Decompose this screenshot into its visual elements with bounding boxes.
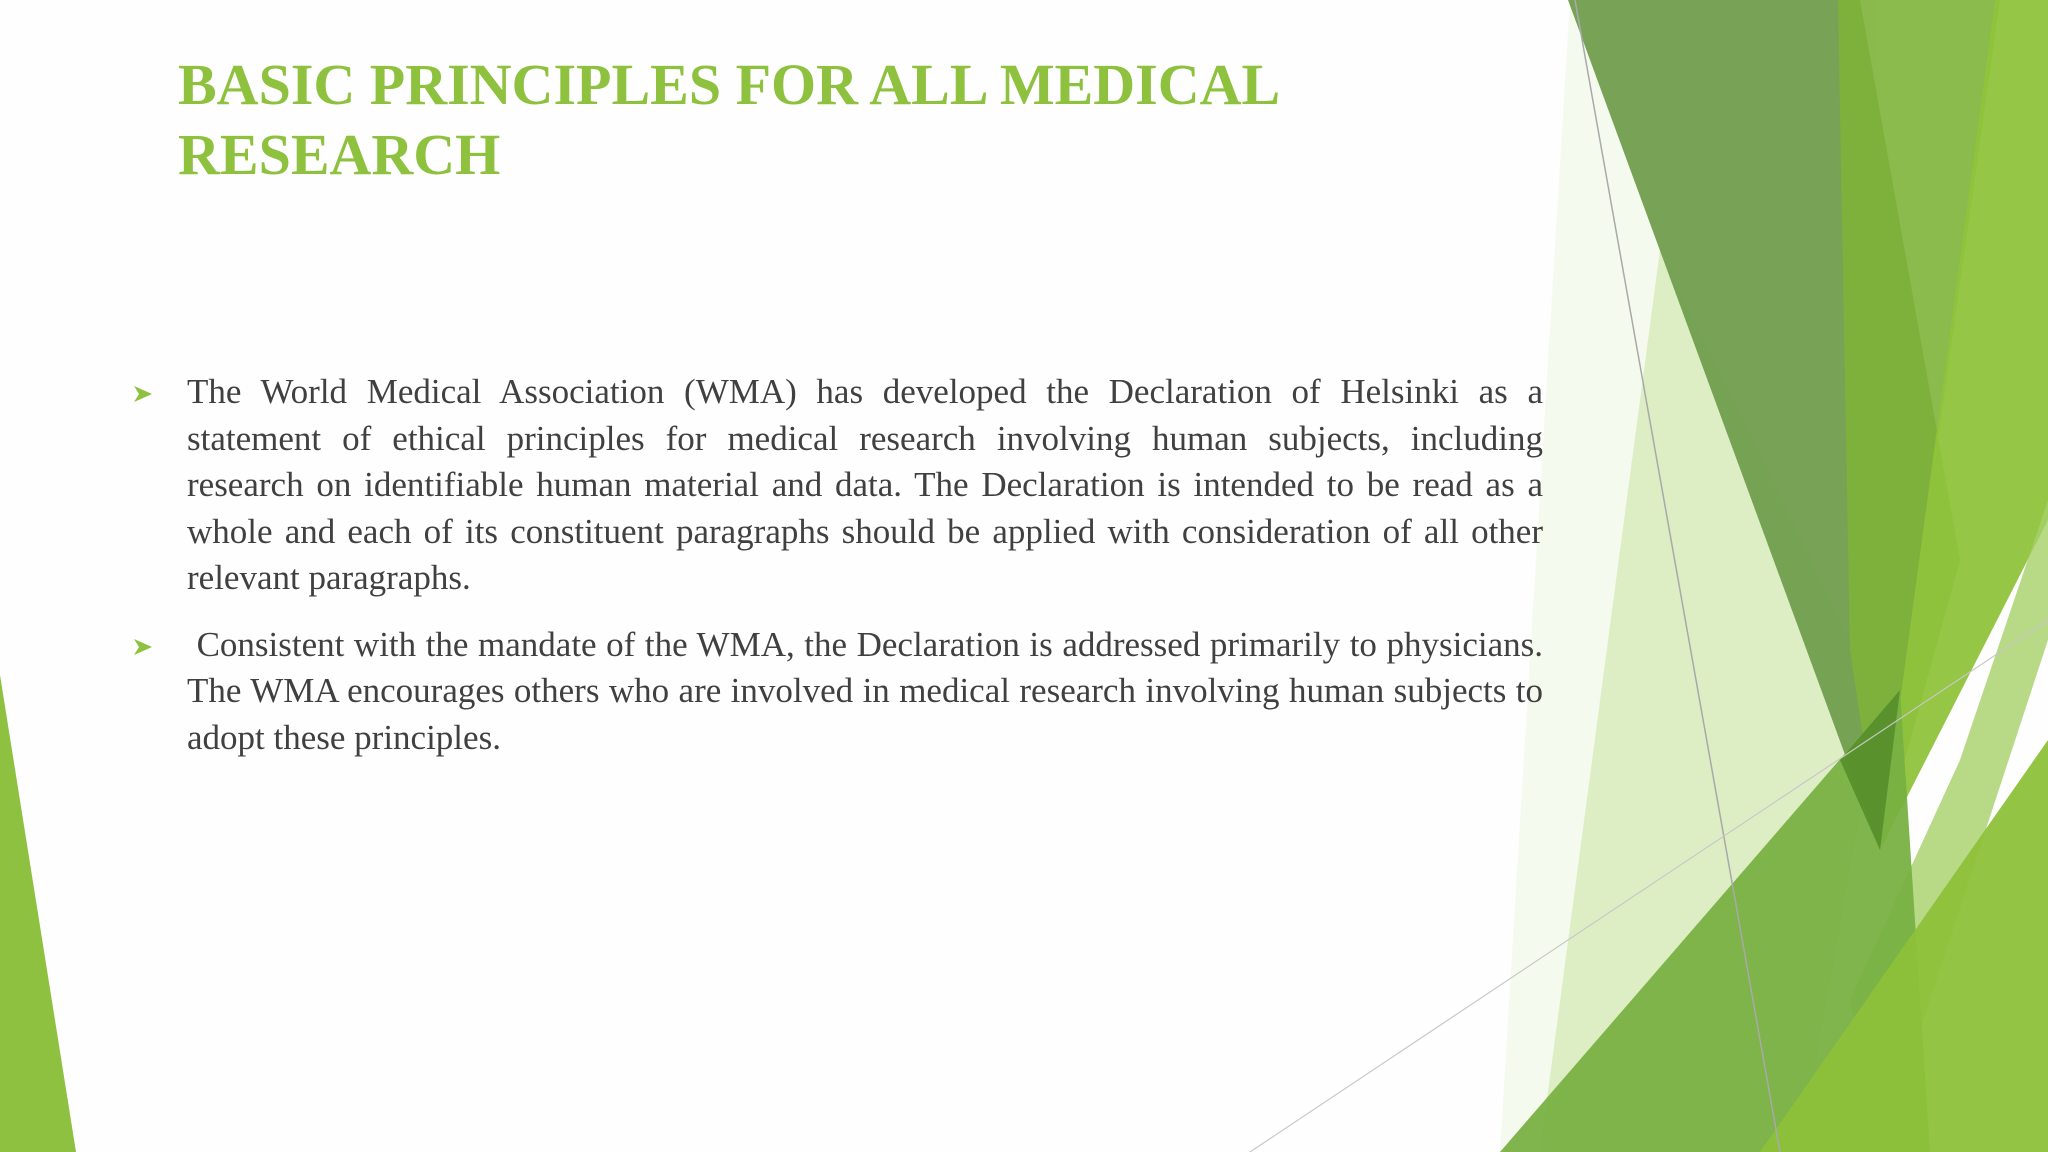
- bullet-list: [130, 369, 1543, 761]
- bullet-text: The World Medical Association (WMA) has developed the Declaration of Helsinki as a statement of ethical principles for medical research involving human subjects, including research on identifiable human material and data. The Declaration is intended to be read as a whole and each of its constituent paragraphs should be applied with consideration of all other relevant paragraphs.: [187, 372, 1543, 597]
- slide-title: BASIC PRINCIPLES FOR ALL MEDICAL RESEARCH: [178, 52, 1277, 187]
- bullet-item: [130, 369, 1543, 602]
- bullet-text-content: Consistent with the mandate of the WMA, the Declaration is addressed primarily to physicians. The WMA encourages others who are involved in medical research involving human subjects to adopt these principles.: [187, 624, 1543, 757]
- arrowhead-bullet-icon: [130, 622, 160, 668]
- bullet-item: [130, 622, 1543, 762]
- bullet-text: [187, 625, 1543, 757]
- arrowhead-bullet-icon: [130, 369, 160, 415]
- left-green-sliver: [0, 675, 76, 1152]
